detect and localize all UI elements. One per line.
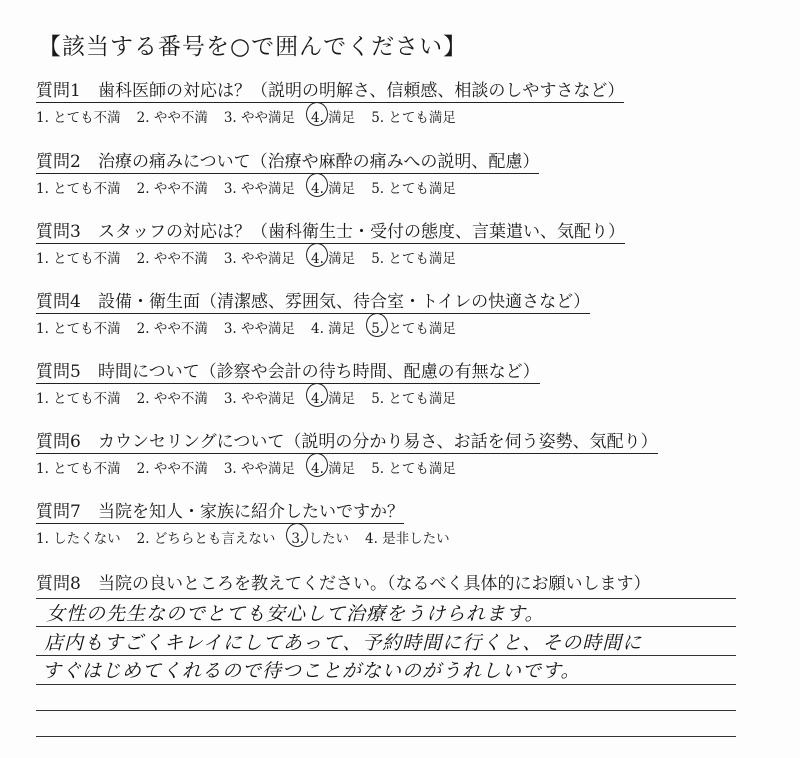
question-4 xyxy=(36,287,590,337)
question-text: 治療の痛みについて（治療や麻酔の痛みへの説明、配慮） xyxy=(98,152,540,172)
question-1 xyxy=(36,76,624,126)
handwritten-answer-line-1: 女性の先生なのでとても安心して治療をうけられます。 xyxy=(46,603,545,625)
answer-line xyxy=(36,684,736,685)
question-number: 質問7 xyxy=(36,502,81,522)
answer-option[interactable]: 1. したくない xyxy=(36,531,121,547)
answer-option[interactable]: 3. やや満足 xyxy=(223,461,296,477)
answer-options xyxy=(36,177,539,197)
question-heading xyxy=(36,357,540,384)
handwritten-answer-line-3: すぐはじめてくれるので待つことがないのがうれしいです。 xyxy=(42,660,581,682)
answer-option[interactable]: 4. 是非したい xyxy=(365,531,450,547)
answer-option[interactable]: 3. やや満足 xyxy=(223,181,296,197)
question-text: カウンセリングについて（説明の分かり易さ、お話を伺う姿勢、気配り） xyxy=(98,432,658,452)
question-text: 当院の良いところを教えてください。（なるべく具体的にお願いします） xyxy=(98,574,651,594)
answer-option[interactable]: 2. やや不満 xyxy=(136,391,208,407)
question-number: 質問8 xyxy=(36,574,81,594)
answer-option-selected[interactable]: 4. 満足 xyxy=(311,247,355,267)
answer-line xyxy=(36,710,736,711)
answer-option-selected[interactable]: 5. とても満足 xyxy=(371,317,456,337)
answer-option[interactable]: 2. やや不満 xyxy=(136,461,208,477)
answer-option-selected[interactable]: 4. 満足 xyxy=(311,106,355,126)
question-text: 当院を知人・家族に紹介したいですか？ xyxy=(98,502,404,522)
question-number: 質問3 xyxy=(36,222,81,242)
question-3 xyxy=(36,217,625,267)
handwritten-answer-line-2: 店内もすごくキレイにしてあって、予約時間に行くと、その時間に xyxy=(44,632,643,654)
answer-option[interactable]: 3. やや満足 xyxy=(223,110,296,126)
question-number: 質問1 xyxy=(36,81,81,101)
answer-option[interactable]: 3. やや満足 xyxy=(223,321,296,337)
answer-option[interactable]: 4. 満足 xyxy=(311,321,356,337)
answer-option[interactable]: 5. とても満足 xyxy=(371,110,456,126)
question-number: 質問2 xyxy=(36,152,81,172)
question-6 xyxy=(36,427,658,477)
question-text: 設備・衛生面（清潔感、雰囲気、待合室・トイレの快適さなど） xyxy=(98,292,591,312)
question-number: 質問6 xyxy=(36,432,81,452)
answer-option[interactable]: 1. とても不満 xyxy=(36,321,121,337)
question-2 xyxy=(36,147,539,197)
answer-option[interactable]: 5. とても満足 xyxy=(371,181,456,197)
answer-option-selected[interactable]: 4. 満足 xyxy=(311,457,355,477)
question-text: スタッフの対応は？（歯科衛生士・受付の態度、言葉遣い、気配り） xyxy=(98,222,625,242)
answer-options xyxy=(36,527,466,547)
answer-option-selected[interactable]: 4. 満足 xyxy=(311,387,355,407)
answer-option[interactable]: 5. とても満足 xyxy=(371,391,456,407)
answer-option[interactable]: 3. やや満足 xyxy=(223,251,296,267)
answer-option-selected[interactable]: 4. 満足 xyxy=(311,177,355,197)
answer-options xyxy=(36,317,590,337)
question-heading xyxy=(36,147,539,174)
question-8 xyxy=(36,569,651,595)
answer-option[interactable]: 2. どちらとも言えない xyxy=(136,531,276,547)
answer-option-selected[interactable]: 3. したい xyxy=(291,527,349,547)
question-5 xyxy=(36,357,540,407)
answer-option[interactable]: 5. とても満足 xyxy=(371,251,456,267)
answer-options xyxy=(36,106,624,126)
answer-option[interactable]: 3. やや満足 xyxy=(223,391,296,407)
answer-options xyxy=(36,387,540,407)
question-7 xyxy=(36,497,466,547)
answer-option[interactable]: 2. やや不満 xyxy=(136,181,208,197)
answer-line xyxy=(36,626,736,627)
answer-option[interactable]: 2. やや不満 xyxy=(136,110,208,126)
question-number: 質問5 xyxy=(36,362,81,382)
answer-options xyxy=(36,457,658,477)
answer-options xyxy=(36,247,625,267)
question-text: 歯科医師の対応は？（説明の明解さ、信頼感、相談のしやすさなど） xyxy=(98,81,625,101)
answer-line xyxy=(36,736,736,737)
question-heading xyxy=(36,217,625,244)
question-number: 質問4 xyxy=(36,292,81,312)
question-heading xyxy=(36,497,404,524)
answer-option[interactable]: 5. とても満足 xyxy=(371,461,456,477)
question-text: 時間について（診察や会計の待ち時間、配慮の有無など） xyxy=(98,362,540,382)
answer-option[interactable]: 1. とても不満 xyxy=(36,391,121,407)
answer-option[interactable]: 1. とても不満 xyxy=(36,181,121,197)
question-heading xyxy=(36,427,658,454)
answer-option[interactable]: 1. とても不満 xyxy=(36,461,121,477)
page-title: 【該当する番号を○で囲んでください】 xyxy=(38,34,468,60)
answer-option[interactable]: 1. とても不満 xyxy=(36,110,121,126)
question-heading xyxy=(36,287,590,314)
answer-option[interactable]: 2. やや不満 xyxy=(136,321,208,337)
answer-option[interactable]: 1. とても不満 xyxy=(36,251,121,267)
answer-option[interactable]: 2. やや不満 xyxy=(136,251,208,267)
question-heading xyxy=(36,76,624,103)
